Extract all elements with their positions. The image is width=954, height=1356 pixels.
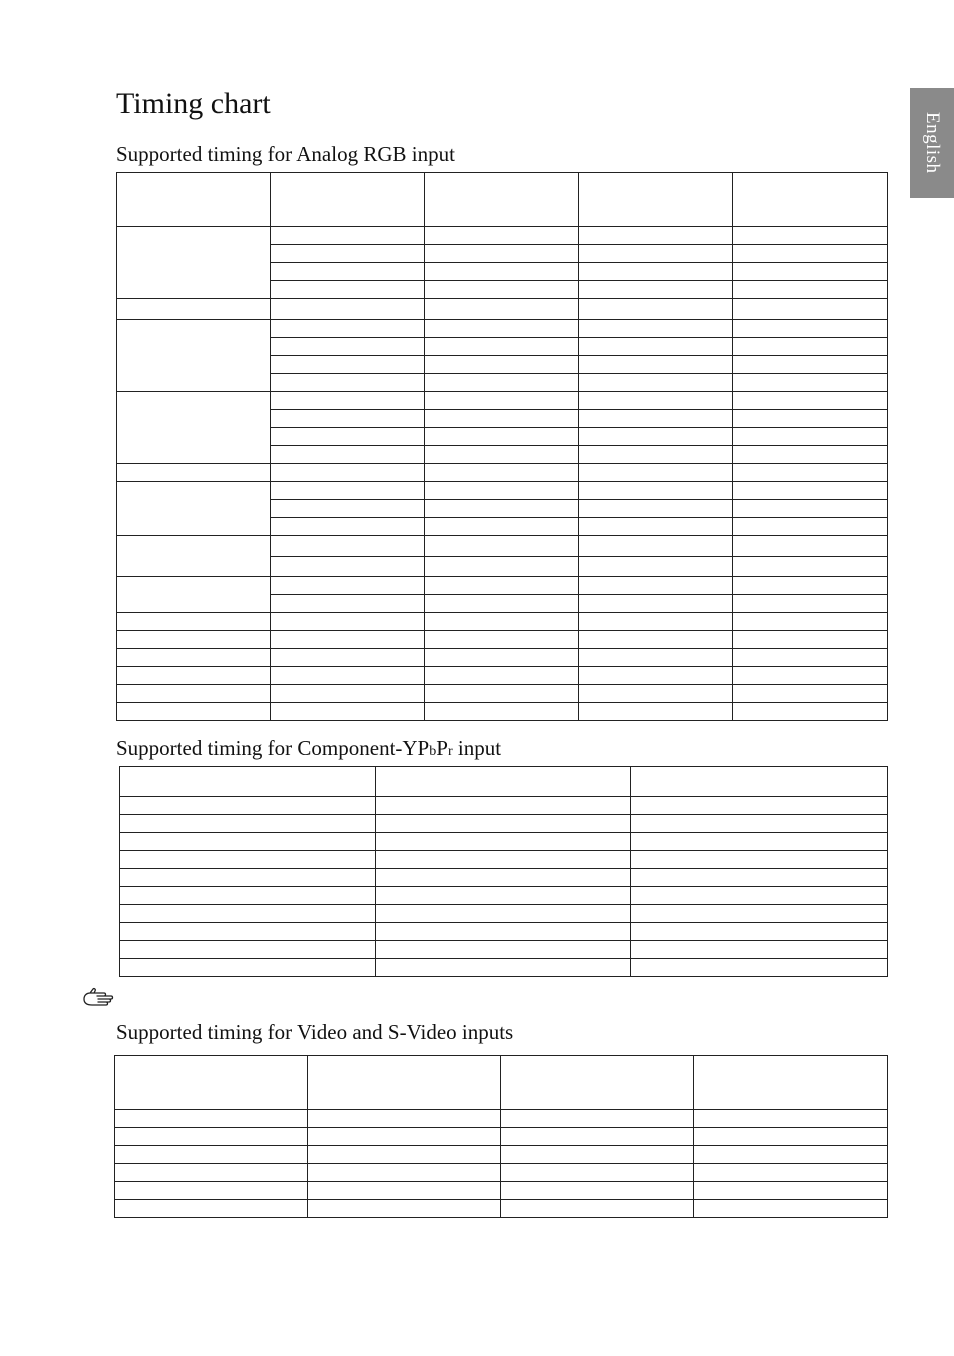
table-row (120, 923, 888, 941)
analog-rgb-timing-table (116, 172, 888, 721)
table-row (117, 667, 888, 685)
table-row (115, 1128, 888, 1146)
table-row (117, 703, 888, 721)
table-row (117, 227, 888, 245)
pointing-hand-icon (82, 986, 114, 1008)
table-header-row (120, 767, 888, 797)
analog-rgb-section-title: Supported timing for Analog RGB input (116, 142, 455, 166)
table-row (117, 536, 888, 557)
table-row (120, 941, 888, 959)
table-row (117, 482, 888, 500)
language-tab-label: English (922, 112, 943, 174)
component-section-title: Supported timing for Component-YPbPr input (116, 736, 502, 760)
table-row (117, 649, 888, 667)
table-row (115, 1182, 888, 1200)
video-section-title: Supported timing for Video and S-Video inputs (116, 1020, 514, 1044)
table-row (115, 1164, 888, 1182)
table-row (117, 613, 888, 631)
component-timing-table (119, 766, 888, 977)
table-row (115, 1200, 888, 1218)
table-row (117, 320, 888, 338)
table-row (115, 1146, 888, 1164)
language-tab (910, 88, 954, 198)
table-row (117, 299, 888, 320)
table-row (117, 392, 888, 410)
table-row (117, 577, 888, 595)
table-row (120, 851, 888, 869)
table-row (120, 797, 888, 815)
table-row (120, 869, 888, 887)
table-row (117, 464, 888, 482)
table-row (120, 815, 888, 833)
table-row (115, 1110, 888, 1128)
table-row (117, 631, 888, 649)
table-header-row (117, 173, 888, 227)
table-row (120, 905, 888, 923)
table-row (120, 833, 888, 851)
table-header-row (115, 1056, 888, 1110)
page-title: Timing chart (116, 87, 271, 120)
video-timing-table (114, 1055, 888, 1218)
table-row (117, 685, 888, 703)
table-row (120, 887, 888, 905)
table-row (120, 959, 888, 977)
